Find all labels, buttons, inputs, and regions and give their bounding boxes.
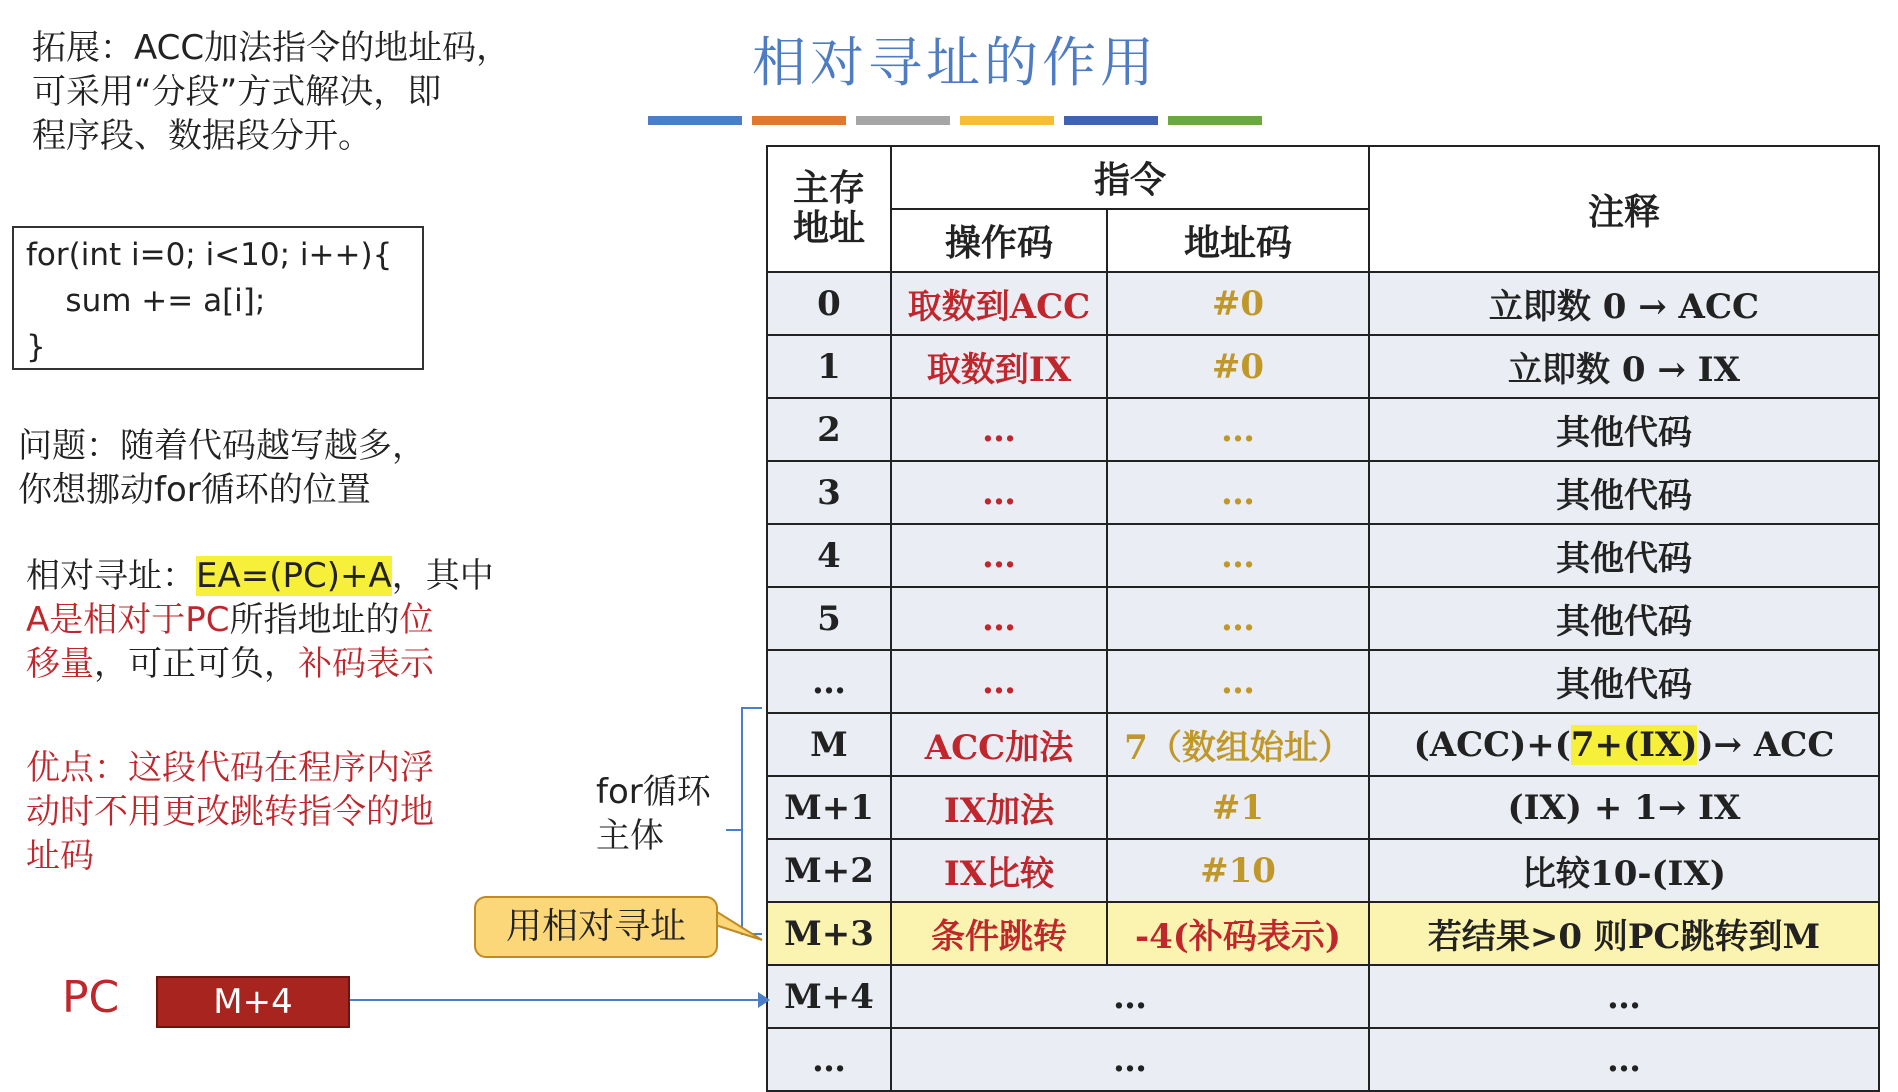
relative-prefix: 相对寻址： [26, 556, 196, 596]
cell-opcode: … [891, 461, 1107, 524]
cell-opcode: … [891, 650, 1107, 713]
cell-opcode: 取数到IX [891, 335, 1107, 398]
cell-address-code: #0 [1107, 272, 1369, 335]
cell-comment: (IX) + 1→ IX [1369, 776, 1879, 839]
cell-comment: 其他代码 [1369, 587, 1879, 650]
cell-instruction: … [891, 1028, 1369, 1091]
header-address-code: 地址码 [1107, 209, 1369, 272]
cell-opcode: … [891, 524, 1107, 587]
pc-arrowhead [758, 992, 770, 1008]
cell-opcode: IX比较 [891, 839, 1107, 902]
cell-address: M+1 [767, 776, 891, 839]
cell-comment: 立即数 0 → IX [1369, 335, 1879, 398]
for-loop-label: for循环 主体 [596, 772, 711, 856]
cell-comment: 比较10-(IX) [1369, 839, 1879, 902]
code-line: } [26, 329, 46, 365]
cell-address: M+3 [767, 902, 891, 965]
cell-address-code: #10 [1107, 839, 1369, 902]
question-note: 问题：随着代码越写越多， 你想挪动for循环的位置 [18, 426, 426, 510]
cell-opcode: 条件跳转 [891, 902, 1107, 965]
relative-suffix: ，其中 [391, 556, 494, 596]
advantage-note: 优点：这段代码在程序内浮 动时不用更改跳转指令的地 址码 [26, 748, 434, 876]
cell-instruction: … [891, 965, 1369, 1028]
relative-addressing-callout: 用相对寻址 [474, 896, 718, 958]
cell-opcode: 取数到ACC [891, 272, 1107, 335]
cell-address: 4 [767, 524, 891, 587]
cell-address-code: … [1107, 650, 1369, 713]
cell-address: 5 [767, 587, 891, 650]
cell-address: 1 [767, 335, 891, 398]
cell-address: M+4 [767, 965, 891, 1028]
expand-note: 拓展：ACC加法指令的地址码， 可采用“分段”方式解决，即 程序段、数据段分开。 [32, 28, 511, 156]
cell-address-code: #0 [1107, 335, 1369, 398]
header-comment: 注释 [1369, 146, 1879, 272]
pc-register: M+4 [156, 976, 350, 1028]
code-line: sum += a[i]; [26, 283, 266, 319]
cell-address-code: … [1107, 461, 1369, 524]
cell-address-code: -4(补码表示) [1107, 902, 1369, 965]
cell-comment: 其他代码 [1369, 650, 1879, 713]
header-opcode: 操作码 [891, 209, 1107, 272]
code-line: for(int i=0; i<10; i++){ [26, 237, 393, 273]
header-instruction: 指令 [891, 146, 1369, 209]
cell-opcode: ACC加法 [891, 713, 1107, 776]
cell-address: … [767, 1028, 891, 1091]
cell-comment: 其他代码 [1369, 524, 1879, 587]
cell-opcode: … [891, 587, 1107, 650]
relative-mid-1: 所指地址的 [229, 600, 400, 640]
cell-address-code: #1 [1107, 776, 1369, 839]
relative-mid-2: ，可正可负， [94, 644, 298, 684]
cell-opcode: IX加法 [891, 776, 1107, 839]
cell-address-code: … [1107, 398, 1369, 461]
relative-red-2: 位 [399, 600, 434, 640]
relative-red-4: 补码表示 [298, 644, 434, 684]
cell-comment: 其他代码 [1369, 461, 1879, 524]
header-main-address: 主存 地址 [767, 146, 891, 272]
cell-address: 3 [767, 461, 891, 524]
cell-address-code: 7（数组始址） [1107, 713, 1369, 776]
relative-red-1: A是相对于PC [26, 600, 230, 640]
comment-post: )→ ACC [1697, 724, 1835, 765]
cell-address: M+2 [767, 839, 891, 902]
cell-address-code: … [1107, 524, 1369, 587]
comment-highlight: 7+(IX) [1570, 724, 1698, 765]
cell-address-code: … [1107, 587, 1369, 650]
cell-comment: 其他代码 [1369, 398, 1879, 461]
cell-comment: 若结果>0 则PC跳转到M [1369, 902, 1879, 965]
pc-label: PC [62, 972, 120, 1023]
cell-address: 0 [767, 272, 891, 335]
for-loop-bracket [726, 708, 762, 934]
cell-comment: … [1369, 1028, 1879, 1091]
cell-address: … [767, 650, 891, 713]
cell-opcode: … [891, 398, 1107, 461]
ea-formula: EA=(PC)+A [196, 556, 392, 596]
cell-address: M [767, 713, 891, 776]
relative-red-3: 移量 [26, 644, 94, 684]
cell-comment: … [1369, 965, 1879, 1028]
cell-address: 2 [767, 398, 891, 461]
comment-pre: (ACC)+( [1413, 724, 1571, 765]
page-title: 相对寻址的作用 [752, 31, 1158, 94]
cell-comment: 立即数 0 → ACC [1369, 272, 1879, 335]
